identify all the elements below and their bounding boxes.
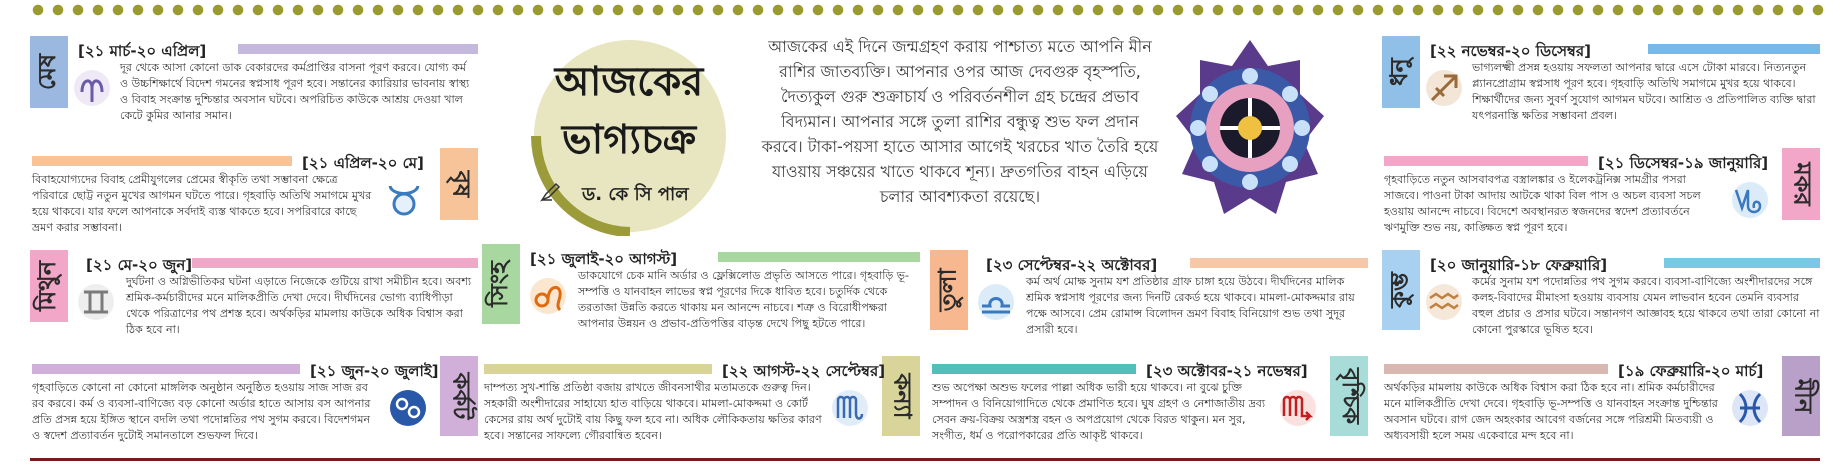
sagittarius-icon [1422, 66, 1466, 110]
header-bar-cancer [32, 364, 300, 374]
author-name: ড. কে সি পাল [582, 184, 689, 205]
horoscope-text-taurus: বিবাহযোগ্যদের বিবাহ প্রেমীযুগলের প্রেমের স্বীকৃতি তথা সম্ভাবনা ক্ষেত্রে পরিবারে ছোট্ট নতুন মুখের আগমন ঘটতে পারে। গৃহবাড়ি অতিথি সমাগমে মুখর হয়ে থাকবে। যার ফলে আপনাকে সর্বদাই ব্যস্ত থাকতে হবে। সপরিবারে কাছে ভ্রমণ করার সম্ভাবনা। [32, 173, 372, 234]
sign-tab-cancer: কর্কট [440, 356, 478, 436]
aquarius-icon [1422, 280, 1466, 324]
libra-icon [974, 280, 1018, 324]
header-bar-scorpio [932, 364, 1136, 374]
sign-card-scorpio [930, 356, 1370, 452]
horoscope-text-sagittarius: ভাগ্যলক্ষ্মী প্রসন্ন হওয়ায় সফলতা আপনার দ্বারে এসে টোকা মারবে। নিত্যনতুন প্ল্যানপ্রোগ্রাম স্বপ্নসাধ পূরণ হবে। গৃহবাড়ি অতিথি সমাগমে মুখর হয়ে থাকবে। শিক্ষার্থীদের জন্য সুবর্ণ সুযোগ আগমন ঘটবে। আশ্রিত ও প্রতিপালিত ব্যক্তি দ্বারা যৎপরনাস্তি ক্ষতির সম্ভাবনা প্রবল। [1472, 61, 1816, 122]
horoscope-text-virgo: দাম্পত্য সুখ-শান্তি প্রতিষ্ঠা বজায় রাখতে জীবনসাথীর মতামতকে গুরুত্ব দিন। সহকারী অংশীদারের সাহায্যে হাত বাড়িয়ে থাকবে। মামলা-মোকদ্দমা ও কোর্ট কেসের রায় অর্থ দুটোই বায় কিছু ফল হবে না। অধিক লৌকিকতায় ক্ষতির কারণ হবে। সন্তানের সাফল্যে গৌরবান্বিত হবেন। [484, 381, 822, 442]
horoscope-text-libra: কর্ম অর্থ মোক্ষ সুনাম যশ প্রতিষ্ঠার গ্রাফ চাঙ্গা হয়ে উঠবে। দীর্ঘদিনের মালিক শ্রমিক স্বপ্নসাধ পূরণের জন্য দিনটি রেকর্ড হয়ে থাকবে। মামলা-মোকদ্দমার রায় পক্ষে আসবে। প্রেম রোমান্স বিলোদন ভ্রমণ বিবাহ বিনিয়োগ শুভ তথা সুদূর প্রসারী হবে। [1026, 275, 1355, 336]
header-bar-aquarius [1664, 258, 1820, 268]
bottom-divider [30, 458, 1820, 461]
header-bar-leo [718, 252, 920, 262]
header-bar-aries [238, 44, 478, 54]
page-title-line-2: ভাগ্যচক্র [561, 116, 697, 163]
header-bar-virgo [484, 364, 712, 374]
sign-tab-taurus: বৃষ [440, 148, 478, 220]
sign-card-taurus [30, 148, 480, 238]
date-range-scorpio: [২৩ অক্টোবর-২১ নভেম্বর] [1146, 362, 1308, 380]
leo-icon [526, 274, 570, 318]
date-range-leo: [২১ জুলাই-২০ আগস্ট] [530, 250, 678, 268]
horoscope-text-leo: ডাকযোগে চেক মানি অর্ডার ও ফ্লেক্সিলোড প্রভৃতি আসতে পারে। গৃহবাড়ি ভূ-সম্পত্তি ও যানবাহন লাভের স্বপ্ন পূরণের দিকে ধাবিত হবে। চতুর্দিক থেকে তরতাজা উন্নতি করতে থাকায় মন আনন্দে নাচবে। শত্রু ও বিরোধীপক্ষরা আপনার উন্নয়ন ও প্রভাব-প্রতিপত্তির বাড়ন্ত দেখে পিছু হটতে পারে। [578, 269, 909, 330]
sign-card-leo [482, 244, 922, 340]
date-range-capricorn: [২১ ডিসেম্বর-১৯ জানুয়ারি] [1598, 154, 1769, 172]
sign-card-cancer [30, 356, 480, 452]
intro-paragraph: আজকের এই দিনে জন্মগ্রহণ করায় পাশ্চাত্য মতে আপনি মীন রাশির জাতব্যক্তি। আপনার ওপর আজ দেবগুরু বৃহস্পতি, দৈত্যকুল গুরু শুক্রাচার্য ও পরিবর্তনশীল গ্রহ চন্দ্রের প্রভাব বিদ্যমান। আপনার সঙ্গে তুলা রাশির বন্ধুত্ব শুভ ফল প্রদান করবে। টাকা-পয়সা হাতে আসার আগেই খরচের খাত তৈরি হয়ে যাওয়ায় সঞ্চয়ের খাতে থাকবে শূন্য। দ্রুতগতির বাহন এড়িয়ে চলার আবশ্যকতা রয়েছে। [761, 37, 1159, 206]
sign-tab-scorpio: বৃশ্চিক [1330, 356, 1368, 436]
date-range-sagittarius: [২২ নভেম্বর-২০ ডিসেম্বর] [1430, 42, 1591, 60]
sign-card-capricorn [1382, 148, 1822, 244]
header-bar-sagittarius [1648, 44, 1820, 54]
sign-tab-pisces: মীন [1782, 356, 1820, 436]
sign-tab-aquarius: কুম্ভ [1382, 250, 1420, 330]
date-range-gemini: [২১ মে-২০ জুন] [86, 256, 193, 274]
sign-card-aquarius [1382, 250, 1822, 346]
date-range-aries: [২১ মার্চ-২০ এপ্রিল] [78, 42, 207, 60]
virgo-icon [828, 386, 872, 430]
zodiac-wheel-icon [1172, 36, 1328, 226]
header-bar-capricorn [1384, 156, 1588, 166]
capricorn-icon [1728, 178, 1772, 222]
sign-card-libra [930, 250, 1370, 346]
pen-icon [540, 180, 562, 202]
page-title-line-1: আজকের [554, 58, 704, 105]
sign-tab-capricorn: মকর [1782, 148, 1820, 220]
scorpio-icon [1276, 386, 1320, 430]
date-range-cancer: [২১ জুন-২০ জুলাই] [310, 362, 439, 380]
date-range-libra: [২৩ সেপ্টেম্বর-২২ অক্টোবর] [986, 256, 1158, 274]
sign-card-pisces [1382, 356, 1822, 452]
date-range-taurus: [২১ এপ্রিল-২০ মে] [302, 154, 424, 172]
horoscope-text-pisces: অর্থকড়ির মামলায় কাউকে অধিক বিশ্বাস করা ঠিক হবে না। শ্রমিক কর্মচারীদের মনে মালিকপ্রীতি দেখা দেবে। গৃহবাড়ি ভূ-সম্পত্তি ও যানবাহন সংক্রান্ত দুশ্চিন্তার অবসান ঘটবে। রাগ জেদ অহংকার আবেগ বর্জনের সঙ্গে পরিশ্রমী মিতব্যয়ী ও অধ্যবসায়ী হলে সময় একেবারে মন্দ হবে না। [1384, 381, 1718, 442]
horoscope-text-capricorn: গৃহবাড়িতে নতুন আসবাবপত্র বস্ত্রালঙ্কার ও ইলেকট্রনিক্স সামগ্রীর পসরা সাজবে। পাওনা টাকা আদায় আটকে থাকা বিল পাস ও অচল ব্যবসা সচল হওয়ায় আনন্দে নাচবে। বিদেশে অবস্থানরত স্বজনদের স্বদেশ প্রত্যাবর্তনে ঋণমুক্তি শুভ নয়, কাঙ্ক্ষিত স্বপ্ন পূরণ হবে। [1384, 173, 1701, 234]
pisces-icon [1728, 386, 1772, 430]
horoscope-text-scorpio: শুভ অপেক্ষা অশুভ ফলের পাল্লা অধিক ভারী হয়ে থাকবে। না বুঝে চুক্তি সম্পাদন ও বিনিয়োগাদিতে থেকে প্রমাণিত হবে। ঘুষ গ্রহণ ও নেশাজাতীয় দ্রব্য সেবন ক্রয়-বিক্রয় অস্ত্রশস্ত্র বহন ও অপপ্রয়োগ থেকে বিরত থাকুন। মন সুর, সংগীত, ধর্ম ও পরোপকারের প্রতি আকৃষ্ট থাকবে। [932, 381, 1266, 442]
horoscope-text-aries: দূর থেকে আসা কোনো ডাক বেকারদের কর্মপ্রাপ্তির বাসনা পূরণ করবে। যোগ্য কর্ম ও উচ্চশিক্ষার্থে বিদেশ গমনের স্বপ্নসাধ পূরণ হবে। সন্তানের ক্যারিয়ার ভাবনায় স্বাস্থ্য ও বিবাহ সংক্রান্ত দুশ্চিন্তার অবসান ঘটবে। অপরিচিত কাউকে আশ্রয় দেওয়া খাল কেটে কুমির আনার সমান। [120, 61, 470, 122]
sign-card-virgo [482, 356, 922, 452]
sign-card-aries [30, 36, 480, 126]
header-bar-pisces [1384, 364, 1608, 374]
gemini-icon [74, 280, 118, 324]
aries-icon [70, 66, 114, 110]
date-range-pisces: [১৯ ফেব্রুয়ারি-২০ মার্চ] [1618, 362, 1764, 380]
taurus-icon [382, 178, 426, 222]
title-badge [500, 36, 758, 236]
sign-tab-leo: সিংহ [482, 244, 520, 324]
sign-card-sagittarius [1382, 36, 1822, 136]
header-bar-taurus [32, 156, 292, 166]
header-bar-libra [1190, 258, 1368, 268]
sign-tab-gemini: মিথুন [30, 250, 68, 322]
date-range-virgo: [২২ আগস্ট-২২ সেপ্টেম্বর] [722, 362, 886, 380]
header-bar-gemini [192, 258, 478, 268]
horoscope-text-gemini: দুর্ঘটনা ও অগ্নিভীতিকর ঘটনা এড়াতে নিজেকে গুটিয়ে রাখা সমীচীন হবে। অবশ্য শ্রমিক-কর্মচারীদের মনে মালিকপ্রীতি দেখা দেবে। দীর্ঘদিনের ভোগ্য ব্যাধিপীড়া থেকে পরিত্রাণের পথ প্রশস্ত হবে। অর্থকড়ির মামলায় কাউকে অধিক বিশ্বাস করা ঠিক হবে না। [126, 275, 472, 336]
horoscope-text-aquarius: কর্মের সুনাম যশ পদোন্নতির পথ সুগম করবে। ব্যবসা-বাণিজ্যে অংশীদারদের সঙ্গে কলহ-বিবাদের মীমাংসা হওয়ায় ব্যবসায় যেমন লাভবান হবেন তেমনি ব্যবসার বহুল প্রচার ও প্রসার ঘটবে। সন্তানগণ আজ্ঞাবহ হয়ে থাকবে তথা তারা কোনো না কোনো পুরস্কারে ভূষিত হবে। [1472, 275, 1820, 336]
sign-tab-sagittarius: ধনু [1382, 36, 1420, 108]
sign-tab-virgo: কন্যা [882, 356, 920, 436]
date-range-aquarius: [২০ জানুয়ারি-১৮ ফেব্রুয়ারি] [1430, 256, 1608, 274]
sign-card-gemini [30, 250, 480, 340]
dotted-border [28, 2, 1828, 18]
horoscope-text-cancer: গৃহবাড়িতে কোনো না কোনো মাঙ্গলিক অনুষ্ঠান অনুষ্ঠিত হওয়ায় সাজ সাজ রব রব করবে। কর্ম ও ব্যবসা-বাণিজ্যে বড় কোনো অর্ডার হাতে আসায় বস আপনার প্রতি প্রসন্ন হয়ে ইঙ্গিত স্থানে বদলি তথা পদোন্নতির পথ সুগম করবে। বিদেশগমন ও স্বদেশ প্রত্যাবর্তন দুটোই সমানতালে শুভফল দিবে। [32, 381, 371, 442]
sign-tab-libra: তুলা [930, 250, 968, 330]
cancer-icon [386, 386, 430, 430]
sign-tab-aries: মেষ [30, 36, 68, 108]
